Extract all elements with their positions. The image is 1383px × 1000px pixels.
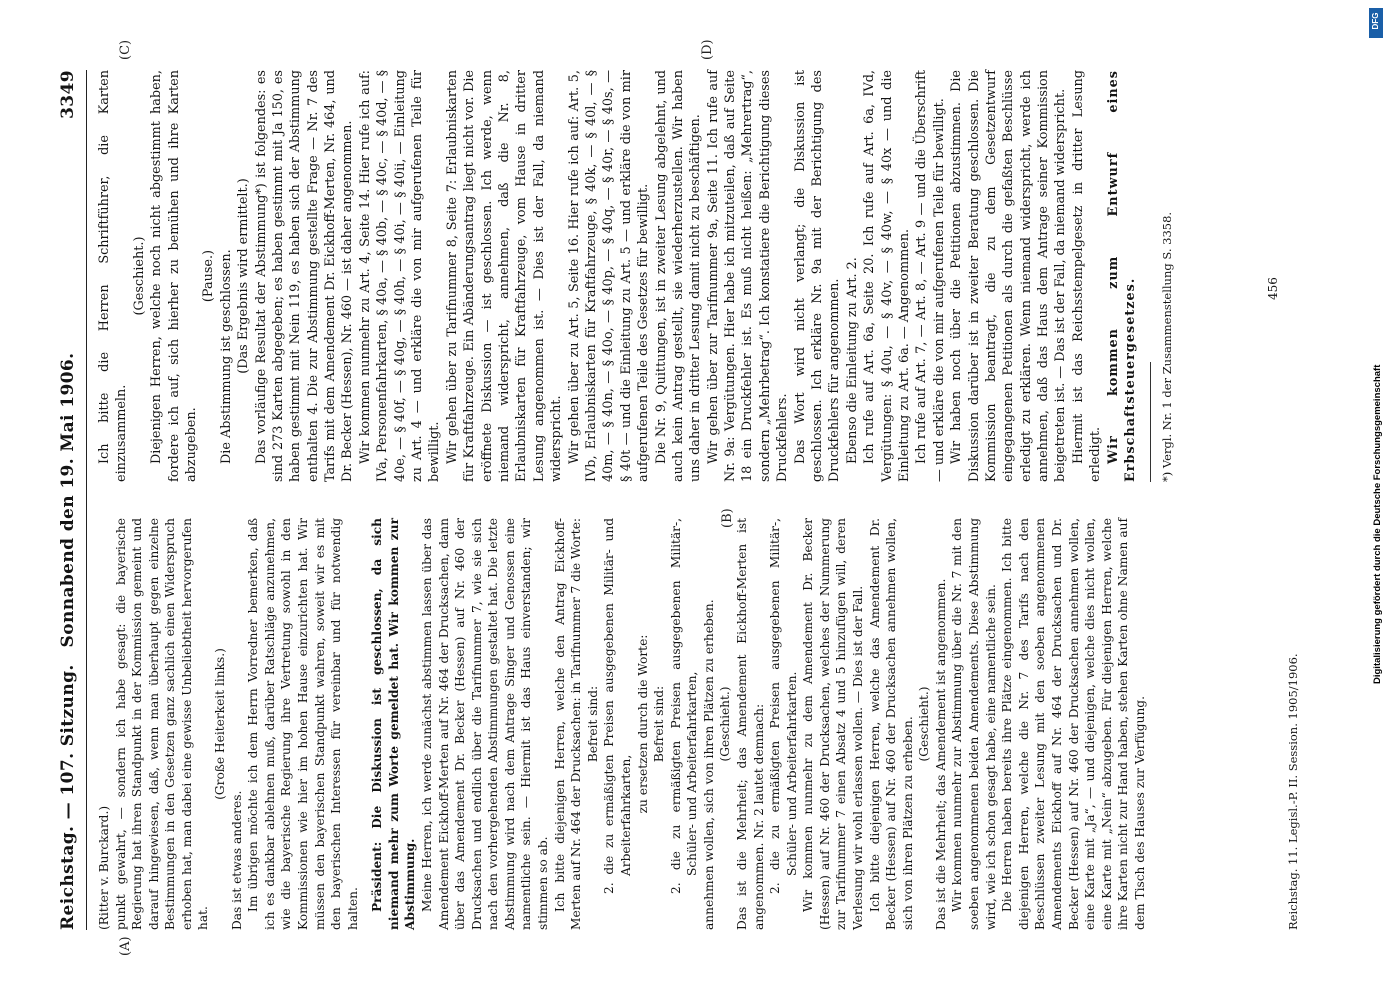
- interjection: (Pause.): [201, 249, 217, 303]
- paragraph: Wir gehen über zu Art. 5, Seite 16. Hier rufe ich auf: Art. 5, IVb, Erlaubniskarten für Kraftfahrzeuge, § 40k, — § 40l, — § 40m, — § 40n, — § 40o, — § 40p, — § 40q, — § 40r, — § 40s, — § 40t — und die Einleitung zu Art. 5 — und erkläre die von mir aufgerufenen Teile des Gesetzes für bewilligt.: [566, 70, 652, 482]
- paragraph: Ich rufe auf Art. 6a, Seite 20. Ich rufe auf Art. 6a, IVd, Vergütungen: § 40u, — § 40v, — § 40w, — § 40x — und die Einleitung zu Art. 6a. — Angenommen.: [862, 70, 912, 482]
- margin-mark-a: (A): [118, 936, 133, 956]
- quoted-heading: Befreit sind:: [585, 685, 600, 763]
- running-header: [56, 70, 87, 930]
- paragraph: Wir gehen über zur Tarifnummer 9a, Seite 11. Ich rufe auf Nr. 9a: Vergütungen. Hier habe ich mitzuteilen, daß auf Seite 18 ein Druckfehler ist. Es muß nicht heißen: „Mehrertrag“, sondern „Mehrbetrag“. Ich konstatiere die Berichtigung dieses Druckfehlers.: [705, 70, 791, 482]
- quoted-item: 2. die zu ermäßigten Preisen ausgegebenen Militär- und Arbeiterfahrkarten,: [602, 518, 633, 894]
- paragraph: annehmen wollen, sich von ihren Plätzen zu erheben.: [701, 599, 716, 930]
- paragraph: Das ist die Mehrheit; das Amendement Eickhoff-Merten ist angenommen. Nr. 2 lautet demnach:: [734, 518, 766, 930]
- paragraph: Wir kommen nunmehr zu Art. 4, Seite 14. Hier rufe ich auf: IVa, Personenfahrkarten, § 40a, — § 40b, — § 40c, — § 40d, — § 40e, — § 40f, — § 40g, — § 40h, — § 40i, — § 40ii, — Einleitung zu Art. 4 — und erkläre die von mir aufgerufenen Teile für bewilligt.: [357, 70, 443, 482]
- interjection: (Das Ergebnis wird ermittelt.): [236, 178, 252, 374]
- dfg-logo: DFG: [1369, 8, 1383, 38]
- paragraph: Das vorläufige Resultat der Abstimmung*) ist folgendes: es sind 273 Karten abgegeben; es haben gestimmt mit Ja 150, es haben gestimmt mit Nein 119, es haben sich der Abstimmung enthalten 4. Die zur Abstimmung gestellte Frage — Nr. 7 des Tarifs mit dem Amendement Dr. Eickhoff-Merten, Nr. 464, und Dr. Becker (Hessen), Nr. 460 — ist daher angenommen.: [253, 70, 356, 482]
- footnote-rule: [1150, 362, 1151, 482]
- speaker-continuation: (Ritter v. Burckard.): [97, 805, 111, 930]
- digitization-watermark: [1370, 44, 1383, 684]
- header-left: Reichstag. — 107. Sitzung.: [58, 664, 78, 930]
- paragraph: Die Herren haben bereits ihre Plätze eingenommen. Ich bitte diejenigen Herren, welche die Nr. 7 des Tarifs nach den Beschlüssen zweiter Lesung mit den soeben angenommenen Amendements Eickhoff auf Nr. 464 der Drucksachen und Dr. Becker (Hessen) auf Nr. 460 der Drucksachen annehmen wollen, eine Karte mit „Ja“, — und diejenigen, welche dies nicht wollen, eine Karte mit „Nein“ abzugeben. Für diejenigen Herren, welche ihre Karten nicht zur Hand haben, stehen Karten ohne Namen auf dem Tisch des Hauses zur Verfügung.: [1000, 518, 1147, 930]
- interjection: (Geschieht.): [718, 686, 733, 762]
- paragraph: Ebenso die Einleitung zu Art. 2.: [844, 257, 860, 464]
- footer-left: Reichstag. 11. Legisl.-P. II. Session. 1905/1906.: [1286, 653, 1300, 930]
- margin-mark-c: (C): [118, 39, 133, 60]
- interjection: (Geschieht.): [917, 686, 932, 762]
- paragraph: Die Nr. 9, Quittungen, ist in zweiter Lesung abgelehnt, und auch kein Antrag gestellt, sie wiederherzustellen. Wir haben uns daher in dritter Lesung damit nicht zu beschäftigen.: [653, 70, 704, 482]
- paragraph: Wir kommen nunmehr zur Abstimmung über die Nr. 7 mit den soeben angenommenen beiden Amendements. Diese Abstimmung wird, wie ich schon gesagt habe, eine namentliche sein.: [950, 518, 998, 930]
- footnote: *) Vergl. Nr. 1 der Zusammenstellung S. 3358.: [1160, 211, 1174, 482]
- paragraph: Meine Herren, ich werde zunächst abstimmen lassen über das Amendement Eickhoff-Merten auf Nr. 464 der Drucksachen, dann über das Amendement Dr. Becker (Hessen) auf Nr. 460 der Drucksachen und endlich über die Tarifnummer 7, wie sie sich nach den vorhergehenden Abstimmungen gestaltet hat. Die letzte Abstimmung wird nach dem Antrage Singer und Genossen eine namentliche sein. — Hiermit ist das Haus einverstanden; wir stimmen so ab.: [419, 518, 551, 930]
- quoted-item: 2. die zu ermäßigten Preisen ausgegebenen Militär-, Schüler- und Arbeiterfahrkarten,: [668, 518, 700, 894]
- paragraph: punkt gewahrt, — sondern ich habe gesagt: die bayerische Regierung hat ihren Standpunkt in der Kommission gemeint und darauf hingewiesen, daß, wenn man überhaupt gegen einzelne Bestimmungen in den Gesetzen ganz sachlich einen Widerspruch erhoben hat, man dabei eine gewisse Unbeliebtheit hervorgerufen hat.: [113, 518, 211, 930]
- paragraph: Die Abstimmung ist geschlossen.: [218, 249, 234, 464]
- left-column: [96, 518, 1148, 930]
- footer-right: 456: [1266, 277, 1280, 300]
- paragraph: Wir haben noch über die Petitionen abzustimmen. Die Diskussion darüber ist in zweiter Beratung geschlossen. Die Kommission beantragt, die zu dem Gesetzentwurf eingegangenen Petitionen als durch die gefaßten Beschlüsse erledigt zu erklären. Wenn niemand widerspricht, werde ich annehmen, daß das Haus dem Antrage seiner Kommission beigetreten ist. — Das ist der Fall, da niemand widerspricht.: [949, 70, 1069, 482]
- paragraph: Wir kommen nunmehr zu dem Amendement Dr. Becker (Hessen) auf Nr. 460 der Drucksachen, welches der Nummerung zur Tarifnummer 7 einen Absatz 4 und 5 hinzufügen will, deren Verlesung wir wohl erlassen wollen. — Dies ist der Fall.: [801, 518, 866, 930]
- paragraph: Im übrigen möchte ich dem Herrn Vorredner bemerken, daß ich es dankbar ablehnen muß, darüber Ratschläge anzunehmen, wie die bayerische Regierung ihre Vertretung sowohl in den Kommissionen wie hier im hohen Hause einzurichten hat. Wir müssen den bayerischen Standpunkt wahren, soweit wir es mit den bayerischen Interessen für vereinbar und für notwendig halten.: [246, 518, 360, 930]
- paragraph: Ich bitte diejenigen Herren, welche den Antrag Eickhoff-Merten auf Nr. 464 der Drucksachen: in Tarifnummer 7 die Worte:: [552, 517, 584, 930]
- page-number: 3349: [58, 70, 78, 119]
- quoted-heading: Befreit sind:: [652, 685, 667, 763]
- right-column: [96, 70, 1139, 482]
- paragraph: Das ist die Mehrheit; das Amendement ist angenommen.: [933, 578, 948, 930]
- paragraph: Ich bitte diejenigen Herren, welche das Amendement Dr. Becker (Hessen) auf Nr. 460 der Drucksachen annehmen wollen, sich von ihren Plätzen zu erheben.: [867, 518, 915, 930]
- margin-mark-b: (B): [720, 508, 735, 528]
- paragraph: Wir kommen zum Entwurf eines Erbschaftsteuergesetzes.: [1105, 70, 1139, 482]
- paragraph: Hiermit ist das Reichsstempelgesetz in dritter Lesung erledigt.: [1070, 70, 1104, 482]
- paragraph: Wir gehen über zu Tarifnummer 8, Seite 7: Erlaubniskarten für Kraftfahrzeuge. Ein Abänderungsantrag liegt nicht vor. Die eröffnete Diskussion — ist geschlossen. Ich werde, wenn niemand widerspricht, annehmen, daß die Nr. 8, Erlaubniskarten für Kraftfahrzeuge, vom Hause in dritter Lesung angenommen ist. — Dies ist der Fall, da niemand widerspricht.: [444, 70, 565, 482]
- paragraph: Ich rufe auf Art. 7, — Art. 8, — Art. 9 — und die Überschrift — und erkläre die von mir aufgerufenen Teile für bewilligt.: [914, 70, 947, 482]
- paragraph: Das ist etwas anderes.: [229, 790, 244, 930]
- paragraph: zu ersetzen durch die Worte:: [635, 634, 650, 814]
- interjection: (Geschieht.): [131, 236, 147, 316]
- paragraph: Diejenigen Herren, welche noch nicht abgestimmt haben, fordere ich auf, sich hierher zu bemühen und ihre Karten abzugeben.: [149, 70, 199, 482]
- paragraph: Ich bitte die Herren Schriftführer, die Karten einzusammeln.: [97, 70, 130, 482]
- quoted-item: 2. die zu ermäßigten Preisen ausgegebenen Militär-, Schüler- und Arbeiterfahrkarten.: [768, 518, 799, 894]
- margin-mark-d: (D): [700, 39, 715, 60]
- header-center: Sonnabend den 19. Mai 1906.: [58, 352, 78, 648]
- paragraph: Das Wort wird nicht verlangt; die Diskussion ist geschlossen. Ich erkläre Nr. 9a mit der Berichtigung des Druckfehlers für angenommen.: [792, 70, 843, 482]
- interjection: (Große Heiterkeit links.): [213, 648, 228, 800]
- watermark-text: Digitalisierung gefördert durch die Deutsche Forschungsgemeinschaft: [1372, 364, 1383, 684]
- paragraph-president: Präsident: Die Diskussion ist geschlossen, da sich niemand mehr zum Worte gemeldet hat. Wir kommen zur Abstimmung.: [370, 518, 418, 930]
